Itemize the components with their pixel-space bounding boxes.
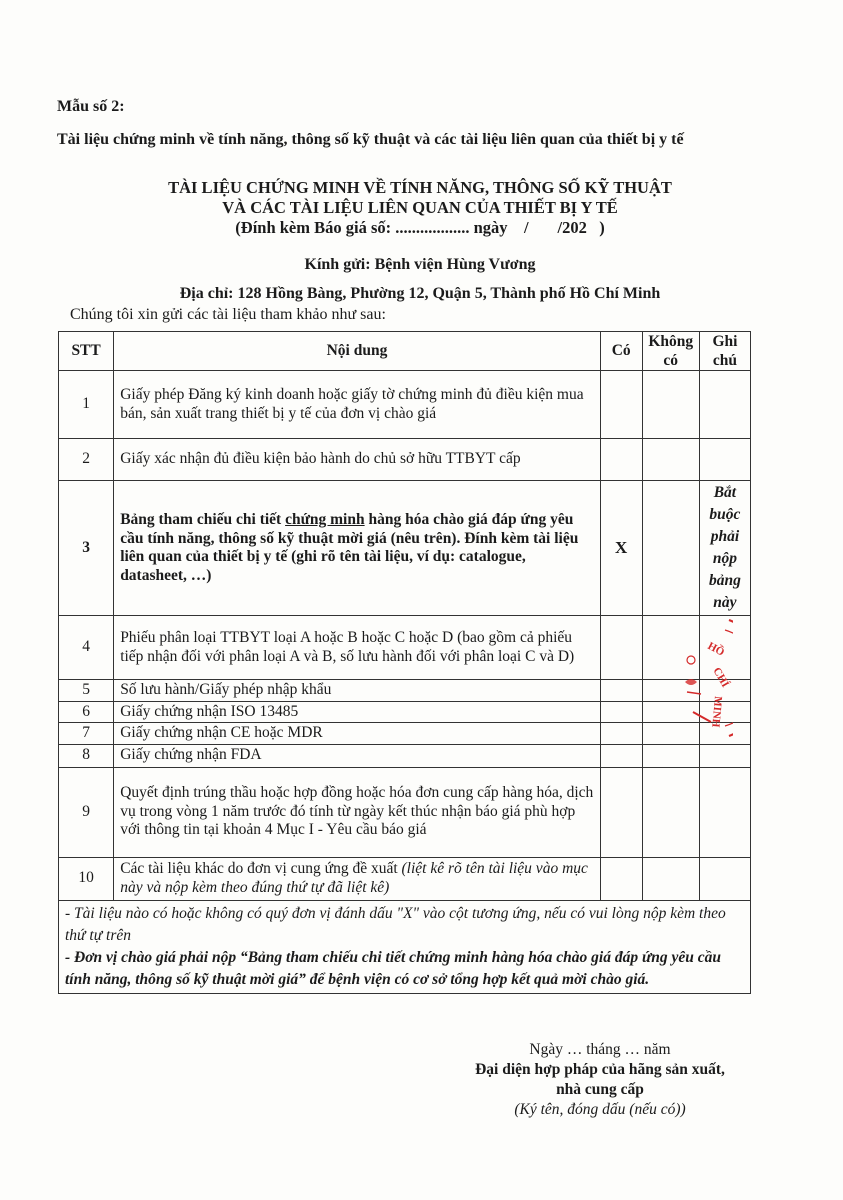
row-content-post: hàng hóa chào giá đáp ứng yêu cầu tính năng, thông số kỹ thuật mời giá (nêu trên). Đính kèm tài liệu liên quan của thiết bị y tế (ghi rõ tên tài liệu, ví dụ: catalogue, datasheet, …) [120,511,579,584]
row-co [600,857,642,900]
footnote-2: - Đơn vị chào giá phải nộp “Bảng tham chiếu chi tiết chứng minh hàng hóa chào giá đáp ứng yêu cầu tính năng, thông số kỹ thuật mời giá” để bệnh viện có cơ sở tổng hợp kết quả mời chào giá. [65,948,722,988]
table-row [59,857,751,900]
col-header-ghi-chu: Ghi chú [699,332,750,371]
row-khong-co [642,439,699,481]
form-number: Mẫu số 2: [57,98,125,115]
row-content [114,481,601,616]
table-row [59,744,751,767]
row-number: 3 [59,481,114,616]
table-row [59,616,751,680]
title-line-1: TÀI LIỆU CHỨNG MINH VỀ TÍNH NĂNG, THÔNG SỐ KỸ THUẬT [168,178,672,197]
row-content: Giấy xác nhận đủ điều kiện bảo hành do chủ sở hữu TTBYT cấp [114,439,601,481]
row-co [600,723,642,745]
row-content-pre: Các tài liệu khác do đơn vị cung ứng đề xuất [120,860,402,877]
document-description: Tài liệu chứng minh về tính năng, thông số kỹ thuật và các tài liệu liên quan của thiết bị y tế [57,131,684,148]
col-header-co: Có [600,332,642,371]
col-header-stt: STT [59,332,114,371]
signature-block [450,1040,750,1120]
address: Địa chỉ: 128 Hồng Bàng, Phường 12, Quận 5, Thành phố Hồ Chí Minh [179,285,661,302]
row-khong-co [642,857,699,900]
intro-text: Chúng tôi xin gửi các tài liệu tham khảo như sau: [70,306,386,323]
table-header-row [59,332,751,371]
row-number: 2 [59,439,114,481]
row-number: 7 [59,723,114,745]
row-note [699,744,750,767]
title-line-3: (Đính kèm Báo giá số: .................. ngày / /202 ) [235,218,605,237]
row-co [600,371,642,439]
row-number: 8 [59,744,114,767]
svg-text:MINH: MINH [709,695,724,728]
row-content: Giấy chứng nhận CE hoặc MDR [114,723,601,745]
row-note [699,857,750,900]
row-number: 10 [59,857,114,900]
svg-text:CHÍ: CHÍ [710,665,732,690]
col-header-content: Nội dung [114,332,601,371]
row-co [600,439,642,481]
table-row [59,481,751,616]
table-row [59,723,751,745]
row-note: Bắt buộc phải nộp bảng này [699,481,750,616]
row-note [699,371,750,439]
documents-table [58,331,751,994]
recipient: Kính gửi: Bệnh viện Hùng Vương [304,256,536,273]
title-line-2: VÀ CÁC TÀI LIỆU LIÊN QUAN CỦA THIẾT BỊ Y TẾ [222,198,618,217]
row-content: Giấy phép Đăng ký kinh doanh hoặc giấy tờ chứng minh đủ điều kiện mua bán, sản xuất trang thiết bị y tế của đơn vị chào giá [114,371,601,439]
row-content [114,857,601,900]
table-row [59,371,751,439]
row-co [600,680,642,702]
row-number: 6 [59,701,114,723]
row-khong-co [642,481,699,616]
row-note [699,767,750,857]
row-content-italic: (liệt kê rõ tên tài liệu vào mục này và nộp kèm theo đúng thứ tự đã liệt kê) [120,860,588,896]
table-row [59,701,751,723]
row-number: 1 [59,371,114,439]
footnote-cell [59,900,751,993]
row-khong-co [642,371,699,439]
table-row [59,680,751,702]
footnote-row [59,900,751,993]
row-content-underlined: chứng minh [285,511,365,528]
footnote-1: - Tài liệu nào có hoặc không có quý đơn vị đánh dấu "X" vào cột tương ứng, nếu có vui lòng nộp kèm theo thứ tự trên [65,904,726,944]
row-content: Quyết định trúng thầu hoặc hợp đồng hoặc hóa đơn cung cấp hàng hóa, dịch vụ trong vòng 1 năm trước đó tính từ ngày kết thúc nhận báo giá phù hợp với thông tin tại khoản 4 Mục I - Yêu cầu báo giá [114,767,601,857]
row-khong-co [642,744,699,767]
row-co: X [600,481,642,616]
row-note [699,439,750,481]
row-khong-co [642,767,699,857]
row-number: 9 [59,767,114,857]
col-header-khong-co: Không có [642,332,699,371]
signature-rep-line-1: Đại diện hợp pháp của hãng sản xuất, [475,1061,725,1078]
table-row [59,439,751,481]
row-co [600,744,642,767]
svg-text:HỒ: HỒ [705,640,727,659]
table-row [59,767,751,857]
signature-note: (Ký tên, đóng dấu (nếu có)) [514,1101,686,1118]
main-title [80,178,760,238]
row-content-pre: Bảng tham chiếu chi tiết [120,511,286,528]
signature-date: Ngày … tháng … năm [529,1041,671,1058]
row-co [600,616,642,680]
row-number: 5 [59,680,114,702]
row-co [600,767,642,857]
row-content: Phiếu phân loại TTBYT loại A hoặc B hoặc C hoặc D (bao gồm cả phiếu tiếp nhận đối với phân loại A và B, số lưu hành đối với phân loại C và D) [114,616,601,680]
signature-rep-line-2: nhà cung cấp [556,1081,644,1098]
row-content: Giấy chứng nhận ISO 13485 [114,701,601,723]
row-content: Số lưu hành/Giấy phép nhập khẩu [114,680,601,702]
row-content: Giấy chứng nhận FDA [114,744,601,767]
stamp-seal [677,612,733,744]
row-number: 4 [59,616,114,680]
row-co [600,701,642,723]
